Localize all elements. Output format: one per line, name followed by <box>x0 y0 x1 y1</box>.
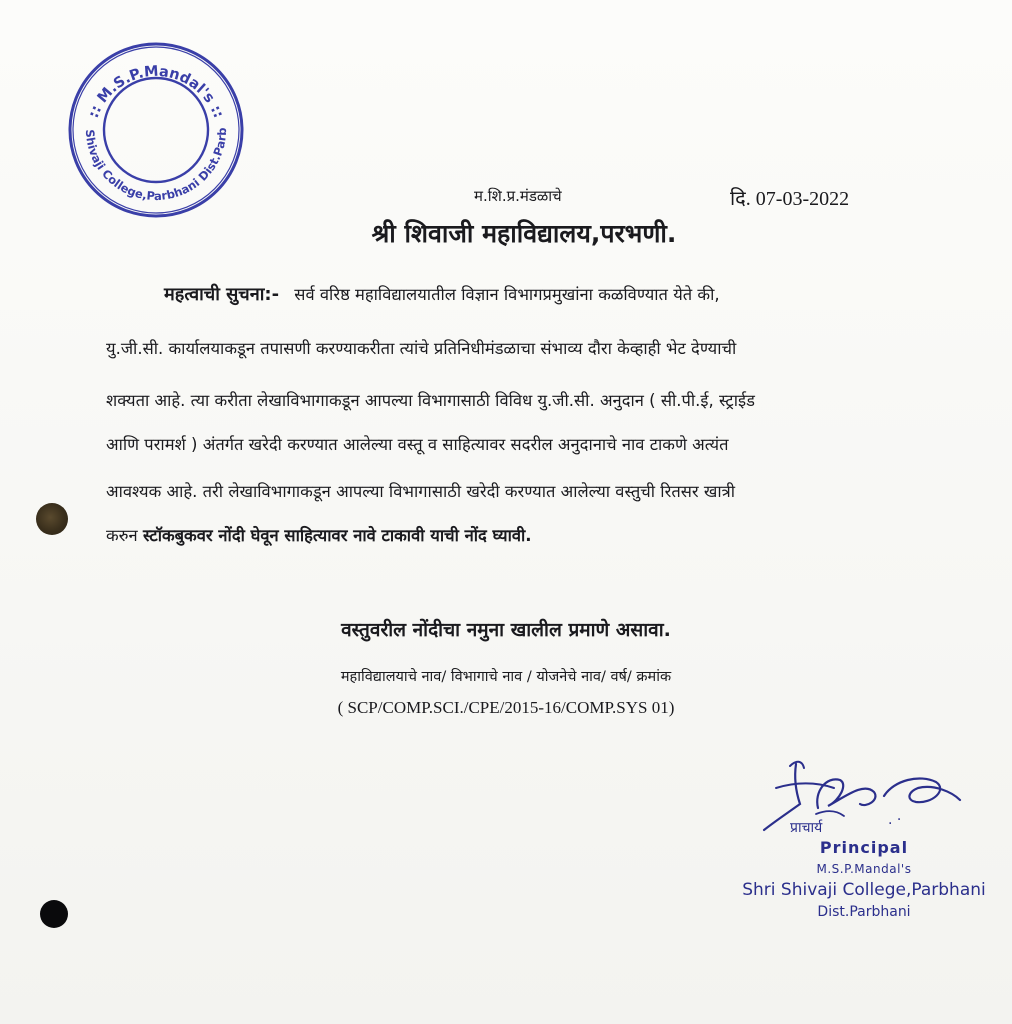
notice-line-3: शक्यता आहे. त्या करीता लेखाविभागाकडून आपल्या विभागासाठी विविध यु.जी.सी. अनुदान ( सी.पी.ई, स्ट्राईड <box>106 391 755 410</box>
college-title: श्री शिवाजी महाविद्यालय,परभणी. <box>371 219 677 248</box>
stamp-principal-title: Principal <box>819 838 909 857</box>
notice-line-2: यु.जी.सी. कार्यालयाकडून तपासणी करण्याकरीता त्यांचे प्रतिनिधीमंडळाचा संभाव्य दौरा केव्हाही भेट देण्याची <box>106 339 737 358</box>
college-seal <box>66 40 246 220</box>
stamp-college: Shri Shivaji College,Parbhani <box>742 880 986 900</box>
seal-top-text: :: M.S.P.Mandal's :: <box>85 63 227 121</box>
notice-heading: महत्वाची सुचना:- <box>164 284 280 305</box>
format-example: ( SCP/COMP.SCI./CPE/2015-16/COMP.SYS 01) <box>337 698 675 717</box>
header-date: दि. 07-03-2022 <box>730 188 850 210</box>
punch-hole-bottom <box>40 900 68 928</box>
notice-line-6-prefix: करुन <box>106 526 143 545</box>
signature-marathi-label: प्राचार्य <box>790 820 823 836</box>
format-fields: महाविद्यालयाचे नाव/ विभागाचे नाव / योजनेचे नाव/ वर्ष/ क्रमांक <box>340 669 672 685</box>
format-title: वस्तुवरील नोंदीचा नमुना खालील प्रमाणे असावा. <box>341 619 671 641</box>
stamp-mandal: M.S.P.Mandal's <box>816 862 912 876</box>
header-organization: म.शि.प्र.मंडळाचे <box>474 187 562 205</box>
seal-bottom-text: Shivaji College,Parbhani Dist.Parb <box>82 127 230 204</box>
notice-line-6 <box>106 528 532 545</box>
college-seal-graphic <box>66 40 246 220</box>
notice-line-4: आणि परामर्श ) अंतर्गत खरेदी करण्यात आलेल्या वस्तू व साहित्यावर सदरील अनुदानाचे नाव टाकणे अत्यंत <box>106 435 729 454</box>
notice-line-1 <box>164 286 720 304</box>
notice-line-1-text: सर्व वरिष्ठ महाविद्यालयातील विज्ञान विभागप्रमुखांना कळविण्यात येते की, <box>294 285 720 304</box>
notice-line-5: आवश्यक आहे. तरी लेखाविभागाकडून आपल्या विभागासाठी खरेदी करण्यात आलेल्या वस्तुची रितसर खात्री <box>106 482 736 501</box>
signature-dots: . · <box>888 812 902 828</box>
punch-hole-top <box>36 503 68 535</box>
principal-stamp <box>734 838 994 920</box>
stamp-district: Dist.Parbhani <box>817 904 911 920</box>
principal-signature <box>756 752 966 838</box>
notice-line-6-bold: स्टॉकबुकवर नोंदी घेवून साहित्यावर नावे टाकावी याची नोंद घ्यावी. <box>142 526 532 545</box>
